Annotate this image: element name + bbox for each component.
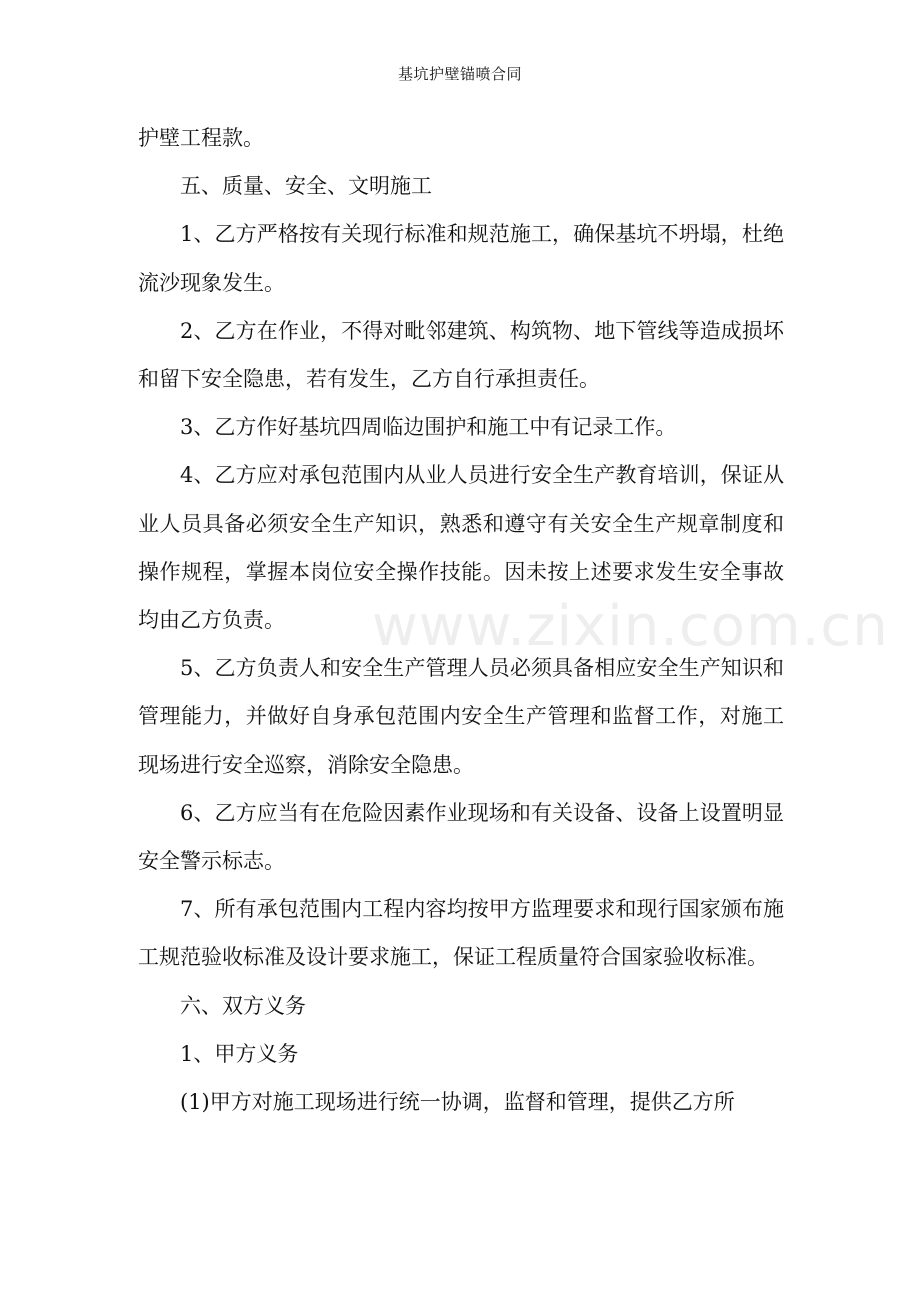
paragraph: 7、所有承包范围内工程内容均按甲方监理要求和现行国家颁布施工规范验收标准及设计要求施工，保证工程质量符合国家验收标准。: [138, 897, 784, 970]
section-heading: 五、质量、安全、文明施工: [180, 174, 432, 199]
paragraph: 5、乙方负责人和安全生产管理人员必须具备相应安全生产知识和管理能力，并做好自身承包范围内安全生产管理和监督工作，对施工现场进行安全巡察，消除安全隐患。: [138, 656, 784, 777]
paragraph: 1、乙方严格按有关现行标准和规范施工，确保基坑不坍塌，杜绝流沙现象发生。: [138, 222, 784, 295]
paragraph: 4、乙方应对承包范围内从业人员进行安全生产教育培训，保证从业人员具备必须安全生产知识，熟悉和遵守有关安全生产规章制度和操作规程，掌握本岗位安全操作技能。因未按上述要求发生安全事故均由乙方负责。: [138, 463, 784, 633]
paragraph: 2、乙方在作业，不得对毗邻建筑、构筑物、地下管线等造成损坏和留下安全隐患，若有发生，乙方自行承担责任。: [138, 318, 784, 392]
subsection-heading: 1、甲方义务: [180, 1041, 299, 1066]
paragraph: (1)甲方对施工现场进行统一协调，监督和管理，提供乙方所: [180, 1090, 735, 1115]
paragraph: 护壁工程款。: [138, 126, 264, 150]
page-header: 基坑护壁锚喷合同: [397, 65, 522, 83]
watermark: www.zixin.com.cn: [372, 594, 889, 659]
paragraph: 6、乙方应当有在危险因素作业现场和有关设备、设备上设置明显安全警示标志。: [138, 800, 784, 874]
section-heading: 六、双方义务: [180, 993, 306, 1018]
document-body: [138, 114, 784, 1126]
paragraph: 3、乙方作好基坑四周临边围护和施工中有记录工作。: [180, 415, 677, 440]
